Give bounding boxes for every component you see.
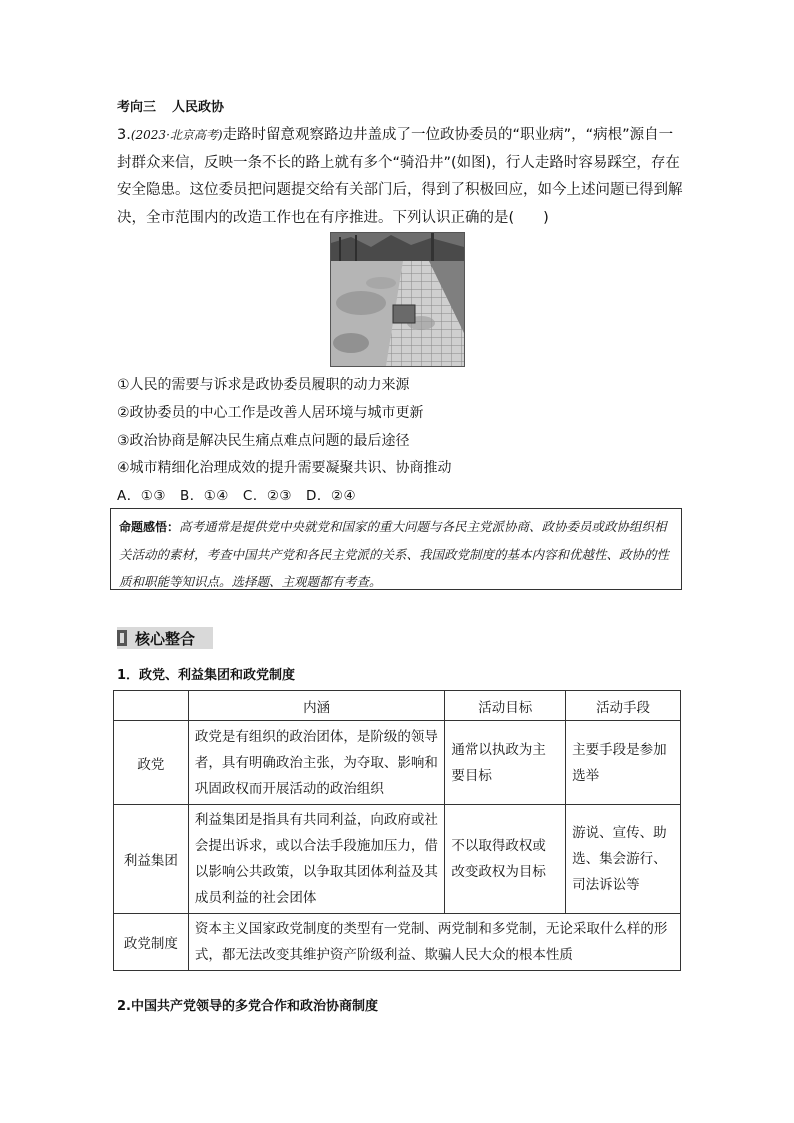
option-1: ①人民的需要与诉求是政协委员履职的动力来源 [117,377,410,393]
table1-title: 1．政党、利益集团和政党制度 [117,668,296,683]
option-2: ②政协委员的中心工作是改善人居环境与城市更新 [117,405,424,421]
row-label: 政党 [114,721,189,805]
subsection-2-title: 2.中国共产党领导的多党合作和政治协商制度 [117,999,378,1014]
insight-text: 高考通常是提供党中央就党和国家的重大问题与各民主党派协商、政协委员或政协组织相关活动的素材，考查中国共产党和各民主党派的关系、我国政党制度的基本内容和优越性、政协的性质和职能等知识点。选择题、主观题都有考查。 [119,519,670,589]
row-label: 利益集团 [114,805,189,914]
goal-cell: 不以取得政权或改变政权为目标 [445,805,566,914]
insight-box [110,508,682,590]
table-row [114,721,681,805]
insight-label: 命题感悟： [119,520,180,534]
table-row [114,805,681,914]
core-integration-heading [117,627,213,649]
means-cell: 主要手段是参加选举 [566,721,681,805]
question-source: (2023·北京高考) [130,128,223,142]
question-stem [117,122,683,232]
section-title: 人民政协 [172,100,225,115]
core-title: 核心整合 [135,630,196,648]
answer-choices: A．①③ B．①④ C．②③ D．②④ [117,488,357,504]
option-4: ④城市精细化治理成效的提升需要凝聚共识、协商推动 [117,460,452,476]
header-cell [114,691,189,721]
manhole-photo [330,232,465,367]
means-cell: 游说、宣传、助选、集会游行、司法诉讼等 [566,805,681,914]
meaning-cell: 政党是有组织的政治团体，是阶级的领导者，具有明确政治主张，为夺取、影响和巩固政权而开展活动的政治组织 [188,721,445,805]
merged-cell: 资本主义国家政党制度的类型有一党制、两党制和多党制，无论采取什么样的形式，都无法改变其维护资产阶级利益、欺骗人民大众的根本性质 [188,914,680,971]
goal-cell: 通常以执政为主要目标 [445,721,566,805]
table-row [114,914,681,971]
header-cell: 活动目标 [445,691,566,721]
comparison-table [113,690,681,971]
meaning-cell: 利益集团是指具有共同利益，向政府或社会提出诉求，或以合法手段施加压力，借以影响公共政策，以争取其团体利益及其成员利益的社会团体 [188,805,445,914]
table-header-row [114,691,681,721]
question-number: 3. [117,127,131,143]
option-3: ③政治协商是解决民生痛点难点问题的最后途径 [117,433,410,449]
section-heading [117,96,224,115]
section-prefix: 考向三 [117,100,157,115]
header-cell: 内涵 [188,691,445,721]
row-label: 政党制度 [114,914,189,971]
question-body: 走路时留意观察路边井盖成了一位政协委员的“职业病”，“病根”源自一封群众来信，反映一条不长的路上就有多个“骑沿井”(如图)，行人走路时容易踩空，存在安全隐患。这位委员把问题提交给有关部门后，得到了积极回应，如今上述问题已得到解决，全市范围内的改造工作也在有序推进。下列认识正确的是( ) [117,127,683,226]
header-cell: 活动手段 [566,691,681,721]
